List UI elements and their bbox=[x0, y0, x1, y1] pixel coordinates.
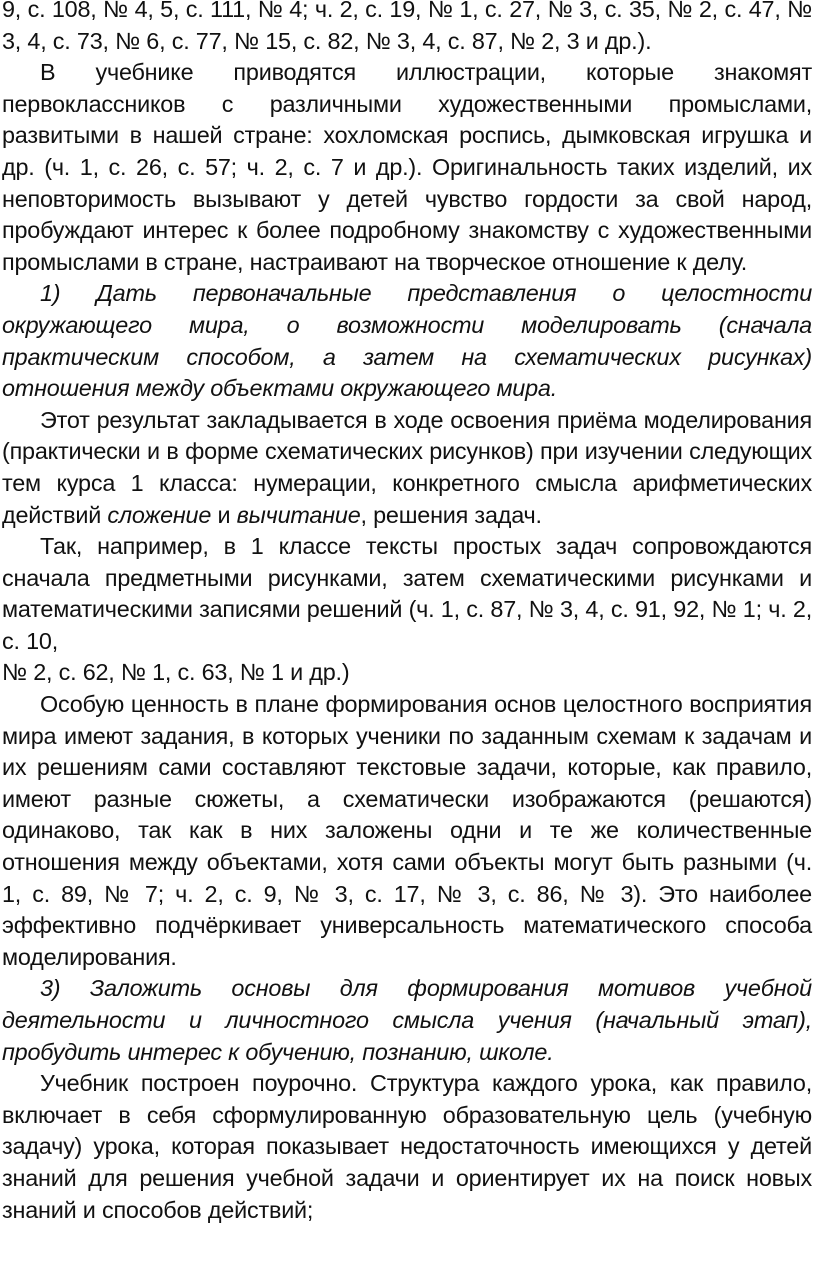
paragraph-holistic-perception: Особую ценность в плане формирования основ целостного восприятия мира имеют задания, в которых ученики по заданным схемам к задачам и их решениям сами составляют текстовые задачи, которые, как правило, имеют разные сюжеты, а схематически изображаются (решаются) одинаково, так как в них заложены одни и те же количественные отношения между объектами, хотя сами объекты могут быть разными (ч. 1, с. 89, № 7; ч. 2, с. 9, № 3, с. 17, № 3, с. 86, № 3). Это наиболее эффективно подчёркивает универсальность математического способа моделирования. bbox=[2, 691, 812, 970]
text-segment: Этот результат закладывается в ходе освоения приёма моделирования (практически и в форме схематических рисунков) при изучении следующих тем курса 1 класса: нумерации, конкретного смысла арифметических действий bbox=[2, 406, 812, 528]
paragraph-folk-crafts: В учебнике приводятся иллюстрации, которые знакомят первоклассников с различными художественными промыслами, развитыми в нашей стране: хохломская роспись, дымковская игрушка и др. (ч. 1, с. 26, с. 57; ч. 2, с. 7 и др.). Оригинальность таких изделий, их неповторимость вызывают у детей чувство гордости за свой народ, пробуждают интерес к более подробному знакомству с художественными промыслами в стране, настраивают на творческое отношение к делу. bbox=[2, 59, 812, 275]
paragraph-references-continued: 9, с. 108, № 4, 5, с. 111, № 4; ч. 2, с. 19, № 1, с. 27, № 3, с. 35, № 2, с. 47, № 3, 4, с. 73, № 6, с. 77, № 15, с. 82, № 3, 4, с. 87, № 2, 3 и др.). bbox=[2, 0, 812, 54]
paragraph-lesson-structure: Учебник построен поурочно. Структура каждого урока, как правило, включает в себя сформулированную образовательную цель (учебную задачу) урока, которая показывает недостаточность имеющихся у детей знаний для решения учебной задачи и ориентирует их на поиск новых знаний и способов действий; bbox=[2, 1070, 812, 1223]
paragraph-simple-tasks: Так, например, в 1 классе тексты простых задач сопровождаются сначала предметными рисунками, затем схематическими рисунками и математическими записями решений (ч. 1, с. 87, № 3, 4, с. 91, 92, № 1; ч. 2, с. 10, bbox=[2, 533, 812, 654]
paragraph-goal-3: 3) Заложить основы для формирования мотивов учебной деятельности и личностного смысла учения (начальный этап), пробудить интерес к обучению, познанию, школе. bbox=[2, 975, 812, 1065]
text-segment: и bbox=[211, 501, 237, 528]
paragraph-references-line: № 2, с. 62, № 1, с. 63, № 1 и др.) bbox=[2, 659, 350, 686]
paragraph-goal-1: 1) Дать первоначальные представления о целостности окружающего мира, о возможности моделировать (сначала практическим способом, а затем на схематических рисунках) отношения между объектами окружающего мира. bbox=[2, 280, 812, 402]
emphasis-addition: сложение bbox=[107, 501, 212, 528]
paragraph-modeling-result bbox=[2, 405, 812, 531]
emphasis-subtraction: вычитание bbox=[236, 501, 361, 528]
text-segment: , решения задач. bbox=[360, 501, 542, 528]
